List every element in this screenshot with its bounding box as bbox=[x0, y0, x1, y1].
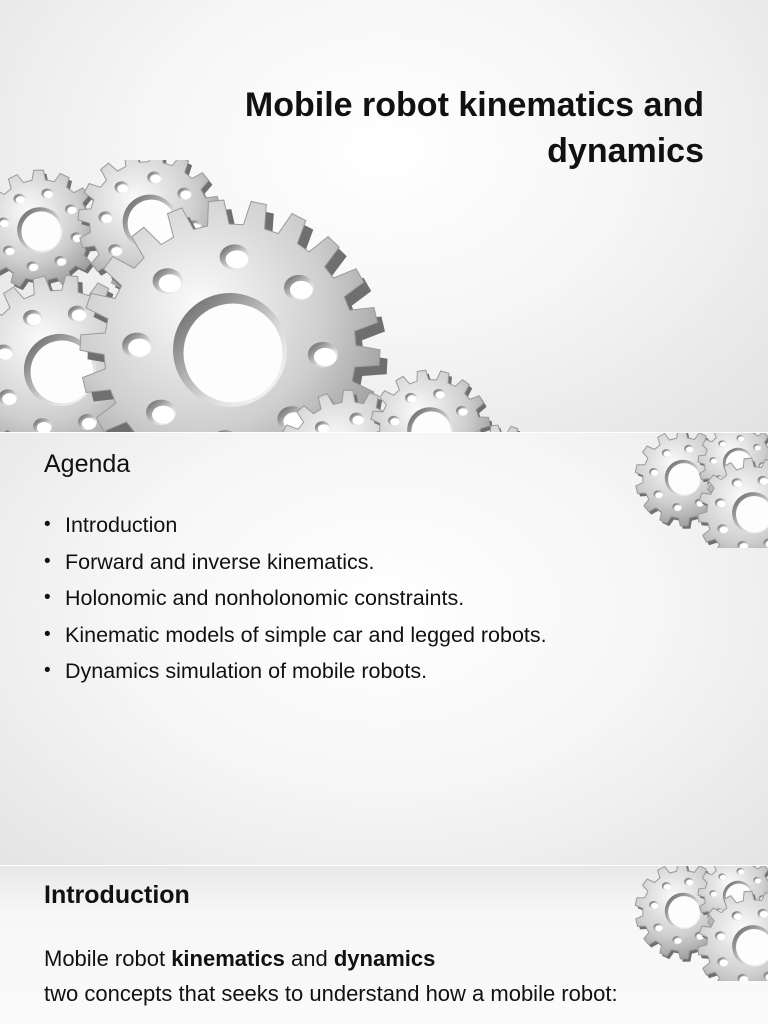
title-slide bbox=[0, 0, 768, 432]
introduction-heading: Introduction bbox=[44, 881, 190, 909]
agenda-item bbox=[44, 548, 547, 585]
bullet-icon: • bbox=[44, 587, 51, 608]
intro-text: and bbox=[284, 946, 334, 971]
bullet-icon: • bbox=[44, 660, 51, 681]
introduction-slide bbox=[0, 866, 768, 1024]
bullet-icon: • bbox=[44, 623, 51, 645]
intro-text-line: two concepts that seeks to understand how a mobile robot: bbox=[44, 981, 618, 1006]
agenda-item-text: Holonomic and nonholonomic constraints. bbox=[65, 586, 465, 610]
gears-illustration bbox=[0, 160, 560, 432]
agenda-item-text: Introduction bbox=[65, 513, 178, 537]
intro-text-line bbox=[44, 946, 435, 972]
agenda-item-text: Dynamics simulation of mobile robots. bbox=[65, 659, 428, 683]
gears-corner-illustration bbox=[628, 866, 768, 981]
agenda-heading: Agenda bbox=[44, 450, 131, 478]
agenda-list bbox=[44, 511, 547, 694]
agenda-item bbox=[44, 657, 547, 694]
gear-icon bbox=[370, 370, 493, 432]
bullet-icon: • bbox=[44, 550, 51, 572]
agenda-item bbox=[44, 584, 547, 621]
gears-corner-illustration bbox=[628, 433, 768, 548]
agenda-item-text: Forward and inverse kinematics. bbox=[65, 549, 375, 574]
intro-text: Mobile robot bbox=[44, 946, 172, 971]
agenda-item-text: Kinematic models of simple car and legged robots. bbox=[65, 622, 547, 647]
intro-bold-kinematics: kinematics bbox=[171, 946, 285, 971]
bullet-icon: • bbox=[44, 514, 51, 535]
agenda-slide bbox=[0, 433, 768, 865]
intro-bold-dynamics: dynamics bbox=[333, 946, 436, 971]
slide-title: Mobile robot kinematics and dynamics bbox=[244, 86, 704, 170]
agenda-item bbox=[44, 511, 547, 548]
agenda-item bbox=[44, 621, 547, 658]
